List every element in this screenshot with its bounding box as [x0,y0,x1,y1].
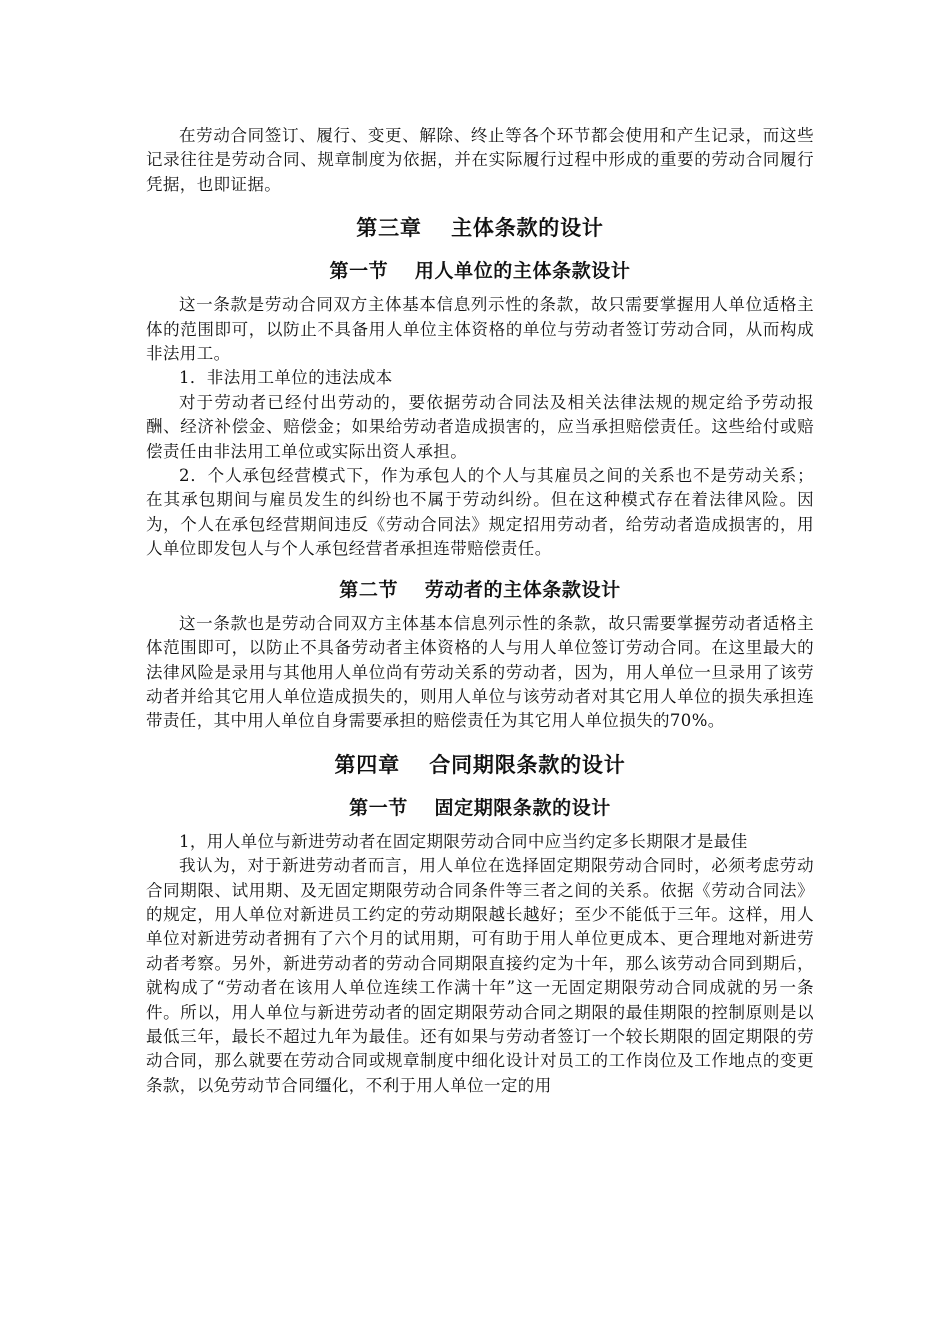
chapter-title: 合同期限条款的设计 [429,751,626,777]
paragraph-illegal-cost-title: 1．非法用工单位的违法成本 [179,368,393,388]
section-3-2-heading [146,576,814,604]
section-title: 用人单位的主体条款设计 [414,260,631,283]
chapter-title: 主体条款的设计 [451,215,604,241]
paragraph-records-evidence: 在劳动合同签订、履行、变更、解除、终止等各个环节都会使用和产生记录，而这些记录往往是劳动合同、规章制度为依据，并在实际履行过程中形成的重要的劳动合同履行凭据，也即证据。 [146,126,814,194]
paragraph-worker-clause: 这一条款也是劳动合同双方主体基本信息列示性的条款，故只需要掌握劳动者适格主体范围即可，以防止不具备劳动者主体资格的人与用人单位签订劳动合同。在这里最大的法律风险是录用与其他用人单位尚有劳动关系的劳动者，因为，用人单位一旦录用了该劳动者并给其它用人单位造成损失的，则用人单位与该劳动者对其它用人单位的损失承担连带责任，其中用人单位自身需要承担的赔偿责任为其它用人单位损失的70%。 [146,613,814,731]
section-title: 固定期限条款的设计 [434,796,611,819]
paragraph-illegal-cost-body: 对于劳动者已经付出劳动的，要依据劳动合同法及相关法律法规的规定给予劳动报酬、经济补偿金、赔偿金；如果给劳动者造成损害的，应当承担赔偿责任。这些给付或赔偿责任由非法用工单位或实际出资人承担。 [146,392,814,461]
section-number: 第一节 [329,260,389,283]
chapter-4-heading [146,750,814,780]
section-4-1-heading [146,794,814,822]
document-page [146,124,814,1098]
paragraph-fixed-term-opinion: 我认为，对于新进劳动者而言，用人单位在选择固定期限劳动合同时，必须考虑劳动合同期限、试用期、及无固定期限劳动合同条件等三者之间的关系。依据《劳动合同法》的规定，用人单位对新进员工约定的劳动期限越长越好；至少不能低于三年。这样，用人单位对新进劳动者拥有了六个月的试用期，可有助于用人单位更成本、更合理地对新进劳动者考察。另外，新进劳动者的劳动合同期限直接约定为十年，那么该劳动合同到期后，就构成了“劳动者在该用人单位连续工作满十年”这一无固定期限劳动合同成就的另一条件。所以，用人单位与新进劳动者的固定期限劳动合同之期限的最佳期限的控制原则是以最低三年，最长不超过九年为最佳。还有如果与劳动者签订一个较长期限的固定期限的劳动合同，那么就要在劳动合同或规章制度中细化设计对员工的工作岗位及工作地点的变更条款，以免劳动节合同缰化，不利于用人单位一定的用 [146,856,814,1095]
section-number: 第二节 [339,578,399,601]
section-number: 第一节 [349,796,408,819]
chapter-number: 第四章 [334,751,400,777]
chapter-3-heading [146,213,814,243]
section-3-1-heading [146,257,814,285]
paragraph-fixed-term-question: 1，用人单位与新进劳动者在固定期限劳动合同中应当约定多长期限才是最佳 [179,831,748,851]
paragraph-employer-clause: 这一条款是劳动合同双方主体基本信息列示性的条款，故只需要掌握用人单位适格主体的范围即可，以防止不具备用人单位主体资格的单位与劳动者签订劳动合同，从而构成非法用工。 [146,295,814,364]
section-title: 劳动者的主体条款设计 [424,578,621,601]
chapter-number: 第三章 [356,215,422,241]
paragraph-contracting-mode: 2．个人承包经营模式下，作为承包人的个人与其雇员之间的关系也不是劳动关系；在其承包期间与雇员发生的纠纷也不属于劳动纠纷。但在这种模式存在着法律风险。因为，个人在承包经营期间违反《劳动合同法》规定招用劳动者，给劳动者造成损害的，用人单位即发包人与个人承包经营者承担连带赔偿责任。 [146,466,814,559]
